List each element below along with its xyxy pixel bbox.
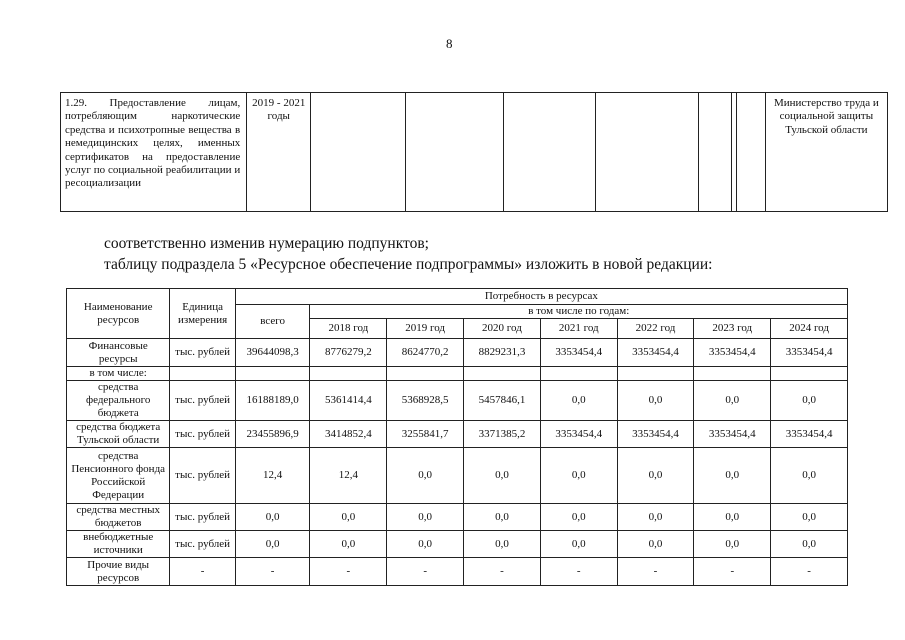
page-number: 8 — [446, 36, 453, 51]
row-name: средства Пенсионного фонда Российской Федерации — [67, 448, 170, 504]
empty-cell — [503, 93, 595, 212]
row-value: - — [310, 558, 387, 586]
empty-cell — [310, 367, 387, 381]
empty-cell — [235, 367, 310, 381]
empty-cell — [170, 367, 235, 381]
row-value: 3353454,4 — [694, 421, 771, 448]
empty-cell — [464, 367, 541, 381]
row-value: 0,0 — [617, 531, 694, 558]
row-total: 0,0 — [235, 504, 310, 531]
row-name: внебюджетные источники — [67, 531, 170, 558]
row-value: 3255841,7 — [387, 421, 464, 448]
row-value: 0,0 — [464, 504, 541, 531]
row-total: 39644098,3 — [235, 339, 310, 367]
table-row — [67, 421, 848, 448]
table-row — [67, 558, 848, 586]
table-row — [67, 531, 848, 558]
empty-cell — [736, 93, 765, 212]
row-total: - — [235, 558, 310, 586]
measures-table-fragment — [60, 92, 888, 212]
row-value: 0,0 — [771, 448, 848, 504]
row-value: 0,0 — [310, 504, 387, 531]
body-text-line: соответственно изменив нумерацию подпунктов; — [104, 235, 429, 252]
header-year: 2021 год — [540, 319, 617, 339]
row-value: 5361414,4 — [310, 381, 387, 421]
row-name: в том числе: — [67, 367, 170, 381]
row-value: 0,0 — [694, 381, 771, 421]
row-value: 0,0 — [464, 531, 541, 558]
empty-cell — [387, 367, 464, 381]
measure-years: 2019 - 2021 годы — [247, 93, 311, 212]
row-value: - — [771, 558, 848, 586]
row-value: - — [387, 558, 464, 586]
row-unit: тыс. рублей — [170, 504, 235, 531]
row-value: 3371385,2 — [464, 421, 541, 448]
header-year: 2024 год — [771, 319, 848, 339]
row-value: 0,0 — [387, 448, 464, 504]
header-year: 2019 год — [387, 319, 464, 339]
row-value: 0,0 — [540, 531, 617, 558]
row-value: 0,0 — [310, 531, 387, 558]
row-value: 0,0 — [771, 504, 848, 531]
row-unit: тыс. рублей — [170, 339, 235, 367]
row-name: средства бюджета Тульской области — [67, 421, 170, 448]
row-value: 0,0 — [387, 504, 464, 531]
row-value: 0,0 — [540, 381, 617, 421]
row-unit: тыс. рублей — [170, 381, 235, 421]
empty-cell — [694, 367, 771, 381]
empty-cell — [311, 93, 406, 212]
row-value: 3353454,4 — [694, 339, 771, 367]
row-value: 0,0 — [694, 448, 771, 504]
row-value: 3353454,4 — [540, 421, 617, 448]
empty-cell — [540, 367, 617, 381]
row-value: 3353454,4 — [771, 339, 848, 367]
row-value: 8624770,2 — [387, 339, 464, 367]
row-total: 23455896,9 — [235, 421, 310, 448]
header-name: Наименование ресурсов — [67, 289, 170, 339]
row-unit: тыс. рублей — [170, 531, 235, 558]
row-unit: - — [170, 558, 235, 586]
table-row — [67, 448, 848, 504]
table-row — [67, 381, 848, 421]
row-value: 0,0 — [540, 504, 617, 531]
row-value: 12,4 — [310, 448, 387, 504]
row-value: - — [694, 558, 771, 586]
row-value: 0,0 — [771, 381, 848, 421]
measure-executor: Министерство труда и социальной защиты Тульской области — [765, 93, 887, 212]
header-unit: Единица измерения — [170, 289, 235, 339]
empty-cell — [406, 93, 503, 212]
row-value: 0,0 — [617, 504, 694, 531]
row-total: 16188189,0 — [235, 381, 310, 421]
row-total: 0,0 — [235, 531, 310, 558]
row-value: - — [540, 558, 617, 586]
body-text-line: таблицу подраздела 5 «Ресурсное обеспечение подпрограммы» изложить в новой редакции: — [104, 256, 713, 273]
row-name: Прочие виды ресурсов — [67, 558, 170, 586]
row-value: 0,0 — [771, 531, 848, 558]
row-name: средства федерального бюджета — [67, 381, 170, 421]
header-year: 2022 год — [617, 319, 694, 339]
table-row — [67, 339, 848, 367]
row-value: 0,0 — [387, 531, 464, 558]
header-by-years: в том числе по годам: — [310, 305, 848, 319]
header-need: Потребность в ресурсах — [235, 289, 847, 305]
row-value: 5457846,1 — [464, 381, 541, 421]
row-name: средства местных бюджетов — [67, 504, 170, 531]
row-value: 3353454,4 — [617, 421, 694, 448]
row-value: 0,0 — [694, 504, 771, 531]
row-value: 0,0 — [617, 448, 694, 504]
empty-cell — [595, 93, 698, 212]
empty-cell — [771, 367, 848, 381]
row-name: Финансовые ресурсы — [67, 339, 170, 367]
row-value: 5368928,5 — [387, 381, 464, 421]
row-value: 0,0 — [617, 381, 694, 421]
measure-description: 1.29. Предоставление лицам, потребляющим наркотические средства и психотропные вещества в немедицинских целях, именных сертификатов на предоставление услуг по социальной реабилитации и ресоциализации — [61, 93, 247, 212]
row-value: - — [464, 558, 541, 586]
table-row — [61, 93, 888, 212]
header-year: 2023 год — [694, 319, 771, 339]
header-row — [67, 289, 848, 305]
row-value: 3353454,4 — [771, 421, 848, 448]
header-year: 2020 год — [464, 319, 541, 339]
row-value: - — [617, 558, 694, 586]
row-value: 0,0 — [694, 531, 771, 558]
row-value: 3353454,4 — [617, 339, 694, 367]
table-row — [67, 504, 848, 531]
resource-table — [66, 288, 848, 586]
table-row — [67, 367, 848, 381]
header-year: 2018 год — [310, 319, 387, 339]
header-total: всего — [235, 305, 310, 339]
row-value: 8776279,2 — [310, 339, 387, 367]
row-value: 0,0 — [540, 448, 617, 504]
row-value: 3414852,4 — [310, 421, 387, 448]
row-total: 12,4 — [235, 448, 310, 504]
empty-cell — [617, 367, 694, 381]
empty-cell — [698, 93, 731, 212]
row-value: 8829231,3 — [464, 339, 541, 367]
row-unit: тыс. рублей — [170, 448, 235, 504]
row-unit: тыс. рублей — [170, 421, 235, 448]
row-value: 0,0 — [464, 448, 541, 504]
row-value: 3353454,4 — [540, 339, 617, 367]
